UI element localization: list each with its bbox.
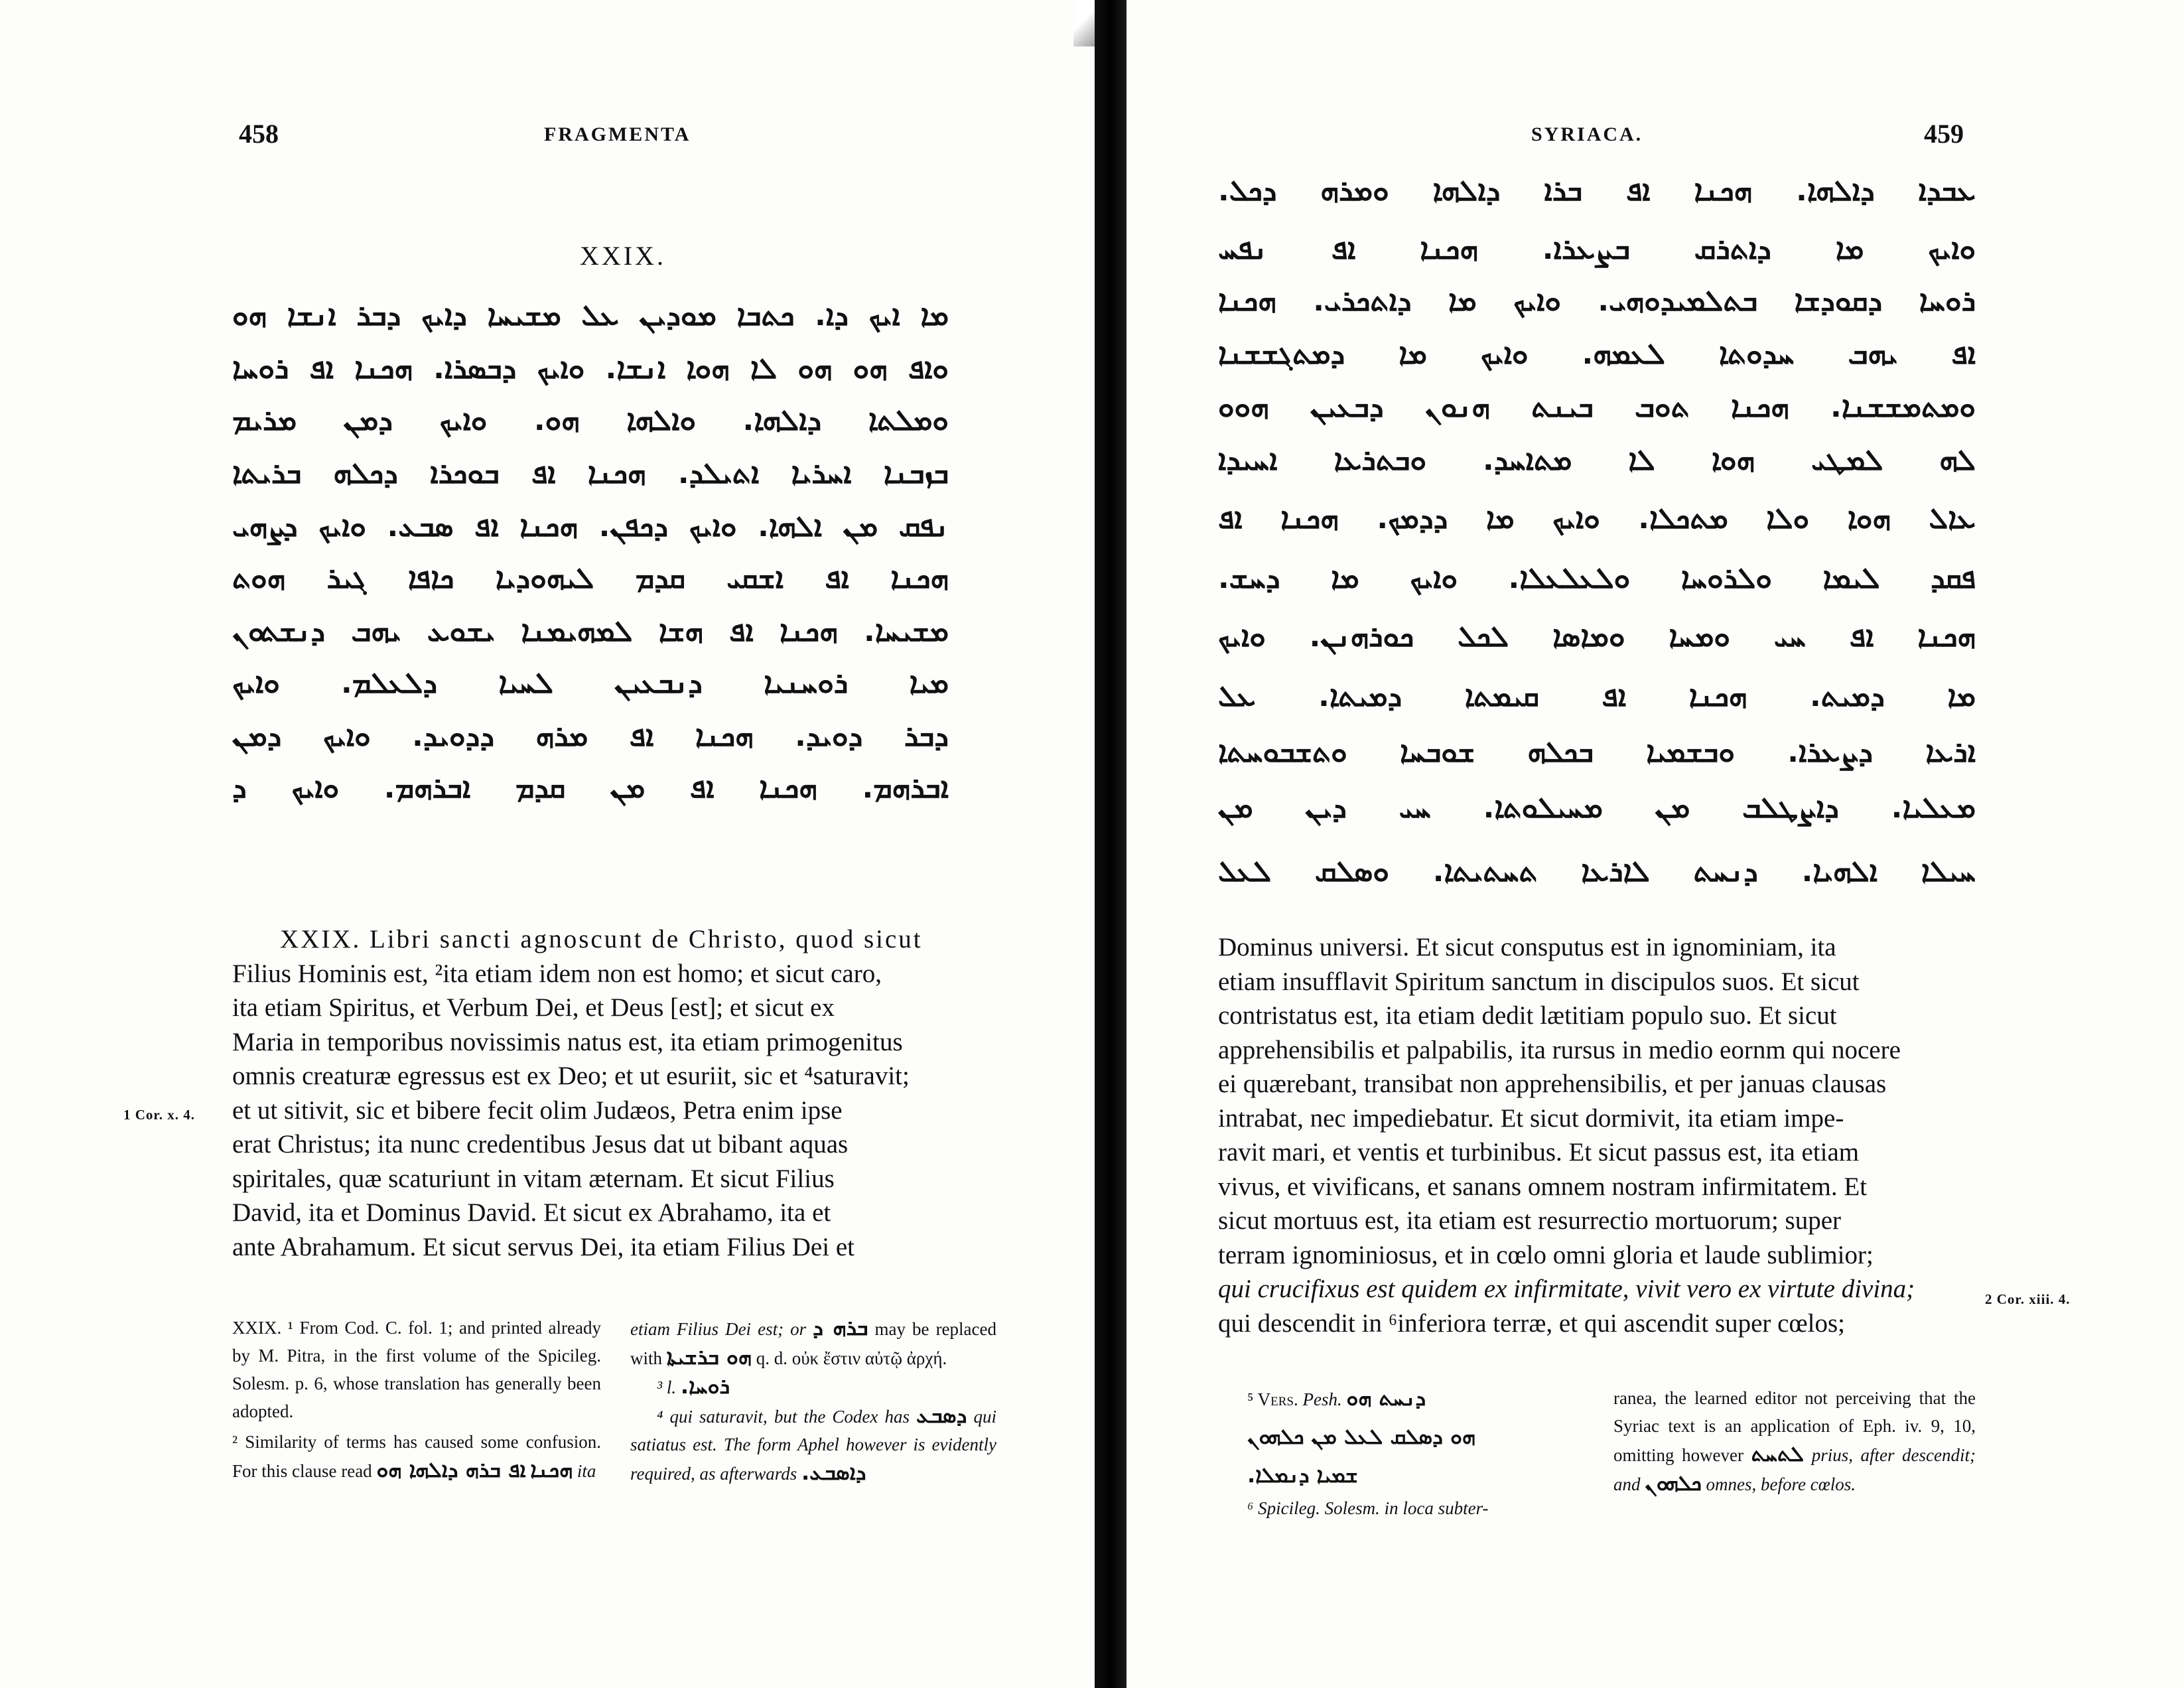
syriac-line: ܡܥܠܝܐ. ܕܐܨܛܠܒ ܡܢ ܡܚܝܠܘܬܐ. ܚܝ ܕܝܢ ܡܢ [1218,791,1976,825]
latin-line: ante Abrahamum. Et sicut servus Dei, ita etiam Filius Dei et [232,1232,854,1261]
latin-line: Dominus universi. Et sicut consputus est in ignominiam, ita [1218,933,1836,961]
syriac-line: ܐܦ ܝܗܒ ܚܕܘܬܐ ܠܥܡܗ. ܘܐܝܟ ܡܐ ܕܡܬܓܫܫܢܐ [1218,337,1976,371]
footnote-2-cont [630,1314,996,1372]
syriac-line: ܡܝܐ ܪܘܚܢܝܐ ܕܢܒܥܝܢ ܠܚܝܐ ܕܠܥܠܡ. ܘܐܝܟ [232,666,949,700]
footnote-text: may be replaced with [630,1319,996,1368]
footnote-1: XXIX. ¹ From Cod. C. fol. 1; and printed already by M. Pitra, in the first volume of the Spicileg. Solesm. p. 6, whose translation has generally been adopted. [232,1318,601,1421]
right-footnotes-col2 [1613,1384,1976,1498]
footnote-6-cont [1613,1384,1976,1498]
right-page-number: 459 [1924,119,1964,149]
syriac-phrase: ܐܦ ܒܪܗ ܕܐܠܗܐ ܗܘ [376,1457,526,1482]
left-latin-translation [232,922,996,1264]
syriac-line: ܗܟܢܐ ܐܦ ܐܫܩܝ ܩܕܡ ܠܝܗܘܕܝܐ ܟܐܦܐ ܓܝܪ ܗܘܬ [232,561,949,595]
footnote-text: ⁵ Vers. [1247,1389,1298,1409]
syriac-line: ܘܐܝܟ ܡܐ ܕܐܬܪܩ ܒܨܥܪܐ. ܗܟܢܐ ܐܦ ܢܦܚ [1218,232,1976,266]
footnote-italic: qui satiatus est. The form Aphel however is evidently required, as afterwards [630,1407,996,1484]
syriac-phrase: ܠܬܚܬ [1751,1441,1805,1466]
left-page-number: 458 [239,119,279,149]
syriac-line: ܡܐ ܐܝܟ ܕܐ. ܟܬܒܐ ܡܘܕܝܢ ܥܠ ܡܫܝܚܐ ܕܐܝܟ ܕܒܪ ܐܢܫܐ ܗܘ [232,299,949,332]
section-title: XXIX. [580,241,666,271]
syriac-phrase: ܟܠܗܘܢ [1645,1470,1702,1496]
left-running-head: FRAGMENTA [544,123,691,145]
latin-line: intrabat, nec impediebatur. Et sicut dormivit, ita etiam impe- [1218,1103,1844,1133]
syriac-line: ܪܘܚܐ ܕܩܘܕܫܐ ܒܬܠܡܝܕܘܗܝ. ܘܐܝܟ ܡܐ ܕܐܬܟܪܝ. ܗܟܢܐ [1218,284,1976,318]
latin-line: ei quærebant, transibat non apprehensibilis, et per januas clausas [1218,1070,1887,1098]
footnote-italic: ita [577,1461,596,1481]
latin-line: qui descendit in ⁶inferiora terræ, et qui ascendit super cœlos; [1218,1308,1845,1338]
syriac-line: ܘܐܦ ܗܘ ܗܘ ܠܐ ܗܘܐ ܐܢܫܐ. ܘܐܝܟ ܕܒܣܪܐ. ܗܟܢܐ ܐܦ ܪܘܚܐ [232,352,949,386]
syriac-line: ܐܪܥܐ ܕܨܥܪܐ. ܘܒܫܡܝܐ ܒܟܠܗ ܫܘܒܚܐ ܘܬܫܒܘܚܬܐ [1218,735,1976,769]
footnote-italic: ⁴ qui saturavit, but the Codex has [657,1407,910,1427]
latin-line: erat Christus; ita nunc credentibus Jesus dat ut bibant aquas [232,1130,849,1159]
latin-line: apprehensibilis et palpabilis, ita rursus in medio eornm qui nocere [1218,1035,1901,1064]
right-footnotes-col1 [1247,1384,1592,1522]
syriac-line: ܒܙܒܢܐ ܐܚܪܝܐ ܐܬܝܠܕ. ܗܟܢܐ ܐܦ ܒܘܟܪܐ ܕܟܠܗ ܒܪܝܬܐ [232,457,949,490]
syriac-line: ܡܫܝܚܐ. ܗܟܢܐ ܐܦ ܗܫܐ ܠܡܗܝܡܢܐ ܝܫܘܥ ܝܗܒ ܕܢܫܬܘܢ [232,614,949,648]
footnote-2-text: ² Similarity of terms has caused some confusion. For this clause read [232,1432,601,1481]
syriac-line: ܚܝܠܐ ܐܠܗܝܐ. ܕܢܚܬ ܠܐܪܥܐ ܬܚܬܝܬܐ. ܘܣܠܩ ܠܥܠ [1218,855,1976,888]
footnote-5-syriac [1247,1461,1592,1490]
syriac-phrase: ܪܘܚܐ. [680,1373,730,1399]
right-latin-translation [1218,930,1976,1340]
latin-line: omnis creaturæ egressus est ex Deo; et ut esuriit, sic et ⁴saturavit; [232,1062,910,1090]
syriac-line: ܦܩܕ ܠܝܡܐ ܘܠܪܘܚܐ ܘܠܥܠܥܠܐ. ܘܐܝܟ ܡܐ ܕܚܫ. [1218,561,1976,595]
latin-line: etiam insufflavit Spiritum sanctum in discipulos suos. Et sicut [1218,967,1860,996]
latin-line: spiritales, quæ scaturiunt in vitam æternam. Et sicut Filius [232,1164,835,1193]
syriac-line: ܥܒܕܐ ܕܐܠܗܐ. ܗܟܢܐ ܐܦ ܒܪܐ ܕܐܠܗܐ ܘܡܪܗ ܕܟܠ. [1218,174,1976,208]
syriac-phrase: ܕܣܒܥ [916,1403,967,1428]
latin-line: ravit mari, et ventis et turbinibus. Et sicut passus est, ita etiam [1218,1138,1860,1166]
latin-line: terram ignominiosus, et in cœlo omni gloria et laude sublimior; [1218,1240,1874,1269]
book-gutter [1095,0,1126,1688]
syriac-line: ܘܡܬܡܫܫܢܐ. ܗܟܢܐ ܬܘܒ ܒܝܢܬ ܗܢܘܢ ܕܒܥܝܢ ܗܘܘ [1218,390,1976,424]
footnote-italic: ³ l. [657,1377,677,1397]
latin-line: XXIX. Libri sancti agnoscunt de Christo, quod sicut [280,925,923,953]
syriac-line: ܡܐ ܕܡܝܬ. ܗܟܢܐ ܐܦ ܩܝܡܬܐ ܕܡܝܬܐ. ܥܠ [1218,679,1976,713]
latin-line: Filius Hominis est, ²ita etiam idem non est homo; et sicut caro, [232,959,882,988]
latin-line: contristatus est, ita etiam dedit lætitiam populo suo. Et sicut [1218,1001,1837,1030]
syriac-phrase: ܗܘ ܒܪܫܝܬܐ [666,1344,752,1370]
syriac-phrase: ܫܡܝܐ ܕܢܡܠܐ. [1247,1462,1358,1488]
margin-reference: 1 Cor. x. 4. [123,1107,196,1123]
left-footnotes-col2 [630,1314,996,1488]
syriac-line: ܠܗ ܠܡܛܝ ܗܘܐ ܠܐ ܡܬܐܚܕ. ܘܒܬܪܥܐ ܐܚܝܕܐ [1218,443,1976,477]
footnote-italic: Pesh. [1302,1389,1342,1409]
right-running-head: SYRIACA. [1531,123,1643,145]
syriac-phrase: ܕܐܣܒܥ. [801,1460,866,1485]
syriac-line: ܕܒܪ ܕܘܝܕ. ܗܟܢܐ ܐܦ ܡܪܗ ܕܕܘܝܕ. ܘܐܝܟ ܕܡܢ [232,719,949,753]
footnote-5-syriac [1247,1423,1592,1452]
syriac-phrase: ܗܘ ܕܣܠܩ ܠܥܠ ܡܢ ܟܠܗܘܢ [1247,1424,1475,1449]
latin-line: et ut sitivit, sic et bibere fecit olim Judæos, Petra enim ipse [232,1095,843,1125]
syriac-phrase: ܗܟܢܐ [530,1457,573,1482]
latin-line: vivus, et vivificans, et sanans omnem nostram infirmitatem. Et [1218,1172,1868,1201]
footnote-4 [630,1401,996,1488]
latin-line: ita etiam Spiritus, et Verbum Dei, et Deus [est]; et sicut ex [232,993,835,1022]
footnote-3 [630,1372,996,1401]
footnote-6: ⁶ Spicileg. Solesm. in loca subter- [1247,1498,1489,1518]
latin-line: sicut mortuus est, ita etiam est resurrectio mortuorum; super [1218,1206,1842,1235]
latin-line: David, ita et Dominus David. Et sicut ex Abrahamo, ita et [232,1198,831,1227]
footnote-italic: omnes, before cœlos. [1706,1474,1856,1494]
left-footnotes-col1 [232,1314,601,1485]
footnote-italic: prius, after descendit; and [1613,1445,1976,1494]
syriac-phrase: ܕܢܚܬ ܗܘ [1346,1385,1426,1411]
footnote-2 [232,1428,601,1485]
footnote-5 [1247,1384,1592,1413]
footnote-text: ranea, the learned editor not perceiving that the Syriac text is an application of Eph. iv. 9, 10, omitting however [1613,1388,1976,1465]
greek-phrase: q. d. οὐκ ἔστιν αὐτῷ ἀρχή. [756,1348,947,1368]
syriac-phrase: ܒܪܗ ܕ [813,1315,868,1340]
margin-reference: 2 Cor. xiii. 4. [1985,1291,2071,1307]
latin-line: Maria in temporibus novissimis natus est, ita etiam primogenitus [232,1027,903,1056]
syriac-line: ܥܐܠ ܗܘܐ ܘܠܐ ܡܬܟܠܐ. ܘܐܝܟ ܡܐ ܕܕܡܟ. ܗܟܢܐ ܐܦ [1218,502,1976,535]
footnote-italic: etiam Filius Dei est; or [630,1319,807,1339]
syriac-line: ܗܟܢܐ ܐܦ ܚܝ ܘܡܚܐ ܘܡܐܣܐ ܠܟܠ ܟܘܪܗܢܢ. ܘܐܝܟ [1218,620,1976,654]
syriac-line: ܐܒܪܗܡ. ܗܟܢܐ ܐܦ ܡܢ ܩܕܡ ܐܒܪܗܡ. ܘܐܝܟ ܕ [232,771,949,805]
syriac-line: ܢܦܩ ܡܢ ܐܠܗܐ. ܘܐܝܟ ܕܟܦܢ. ܗܟܢܐ ܐܦ ܣܒܥ. ܘܐܝܟ ܕܨܗܝ [232,510,949,543]
latin-line: qui crucifixus est quidem ex infirmitate, vivit vero ex virtute divina; [1218,1275,1915,1303]
syriac-line: ܘܡܠܬܐ ܕܐܠܗܐ. ܘܐܠܗܐ ܗܘ. ܘܐܝܟ ܕܡܢ ܡܪܝܡ [232,403,949,437]
